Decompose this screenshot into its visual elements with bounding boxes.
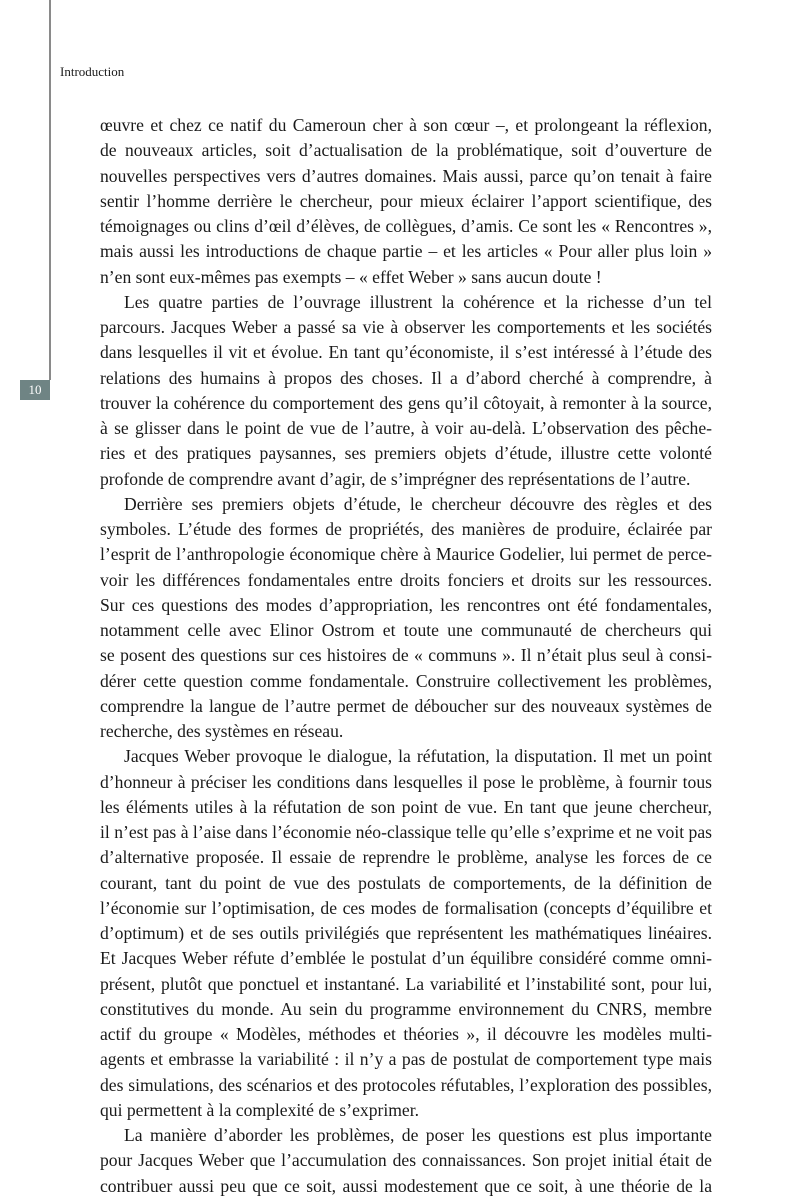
text-line: Derrière ses premiers objets d’étude, le chercheur découvre des règles et des [124,493,712,514]
text-line: de nouveaux articles, soit d’actualisation de la problématique, soit d’ouverture de [100,140,712,161]
text-line: La manière d’aborder les problèmes, de poser les questions est plus importante [124,1125,712,1145]
text-line: sentir l’homme derrière le chercheur, pour mieux éclairer l’apport scientifique, des [100,190,712,211]
text-line: il n’est pas à l’aise dans l’économie néo-classique telle qu’elle s’exprime et ne voit pas [100,822,712,842]
text-line: parcours. Jacques Weber a passé sa vie à observer les comportements et les sociétés [100,317,712,337]
text-line: profonde de comprendre avant d’agir, de s’imprégner des représentations de l’autre. [100,468,691,489]
text-line: relations des humains à propos des choses. Il a d’abord cherché à comprendre, à [100,367,712,388]
text-line: qui permettent à la complexité de s’exprimer. [100,1099,420,1120]
running-header: Introduction [60,64,125,79]
text-line: trouver la cohérence du comportement des gens qu’il côtoyait, à remonter à la source, [100,392,712,413]
text-line: symboles. L’étude des formes de propriétés, des manières de produire, éclairée par [100,519,712,539]
text-line: constitutives du monde. Au sein du programme environnement du CNRS, membre [100,998,712,1019]
text-line: œuvre et chez ce natif du Cameroun cher à son cœur –, et prolongeant la réflexion, [100,115,712,135]
text-line: comprendre la langue de l’autre permet de déboucher sur des nouveaux systèmes de [100,695,712,716]
text-line: d’optimum) et de ses outils privilégiés que représentent les mathématiques linéaires. [100,923,712,943]
text-line: dans lesquelles il vit et évolue. En tant qu’économiste, il s’est intéressé à l’étude des [100,342,712,363]
text-line: actif du groupe « Modèles, méthodes et théories », il découvre les modèles multi- [100,1024,712,1044]
text-line: des simulations, des scénarios et des protocoles réfutables, l’exploration des possibles, [100,1074,712,1095]
paragraph [100,290,712,492]
text-line: mais aussi les introductions de chaque partie – et les articles « Pour aller plus loin » [100,241,712,262]
text-line: nouvelles perspectives vers d’autres domaines. Mais aussi, parce qu’on tenait à faire [100,165,712,186]
text-line: pour Jacques Weber que l’accumulation des connaissances. Son projet initial était de [100,1150,712,1171]
margin-rule [49,0,51,380]
text-line: à se glisser dans le point de vue de l’autre, à voir au-delà. L’observation des pêche- [100,418,712,438]
text-line: se posent des questions sur ces histoires de « communs ». Il n’était plus seul à consi- [100,645,712,666]
text-line: les éléments utiles à la réfutation de son point de vue. En tant que jeune chercheur, [100,796,712,817]
text-line: l’esprit de l’anthropologie économique chère à Maurice Godelier, lui permet de perce- [100,544,712,565]
text-line: dérer cette question comme fondamentale. Construire collectivement les problèmes, [100,670,712,691]
text-line: présent, plutôt que ponctuel et instantané. La variabilité et l’instabilité sont, pour lui, [100,973,712,994]
text-line: notamment celle avec Elinor Ostrom et toute une communauté de chercheurs qui [100,620,712,640]
page-number: 10 [20,380,50,400]
text-line: témoignages ou clins d’œil d’élèves, de collègues, d’amis. Ce sont les « Rencontres », [100,216,712,236]
text-line: recherche, des systèmes en réseau. [100,721,344,741]
text-line: Sur ces questions des modes d’appropriation, les rencontres ont été fondamentales, [100,594,712,615]
text-line: Et Jacques Weber réfute d’emblée le postulat d’un équilibre considéré comme omni- [100,948,712,969]
text-line: d’alternative proposée. Il essaie de reprendre le problème, analyse les forces de ce [100,847,712,868]
text-line: n’en sont eux-mêmes pas exempts – « effet Weber » sans aucun doute ! [100,266,602,287]
text-line: l’économie sur l’optimisation, de ces modes de formalisation (concepts d’équilibre et [100,897,712,918]
text-line: voir les différences fondamentales entre droits fonciers et droits sur les ressources. [100,569,712,590]
paragraph [100,744,712,1123]
text-line: agents et embrasse la variabilité : il n’y a pas de postulat de comportement type mais [100,1049,712,1070]
text-line: ries et des pratiques paysannes, ses premiers objets d’étude, illustre cette volonté [100,443,712,464]
text-line: Jacques Weber provoque le dialogue, la réfutation, la disputation. Il met un point [124,746,712,767]
body-text [100,113,712,1199]
paragraph [100,113,712,290]
text-line: Les quatre parties de l’ouvrage illustrent la cohérence et la richesse d’un tel [124,291,712,312]
paragraph [100,492,712,745]
text-line: d’honneur à préciser les conditions dans lesquelles il pose le problème, à fournir tous [100,771,712,792]
paragraph [100,1123,712,1199]
text-line: courant, tant du point de vue des postulats de comportements, de la définition de [100,872,712,893]
text-line: contribuer aussi peu que ce soit, aussi modestement que ce soit, à une théorie de la [100,1175,712,1196]
